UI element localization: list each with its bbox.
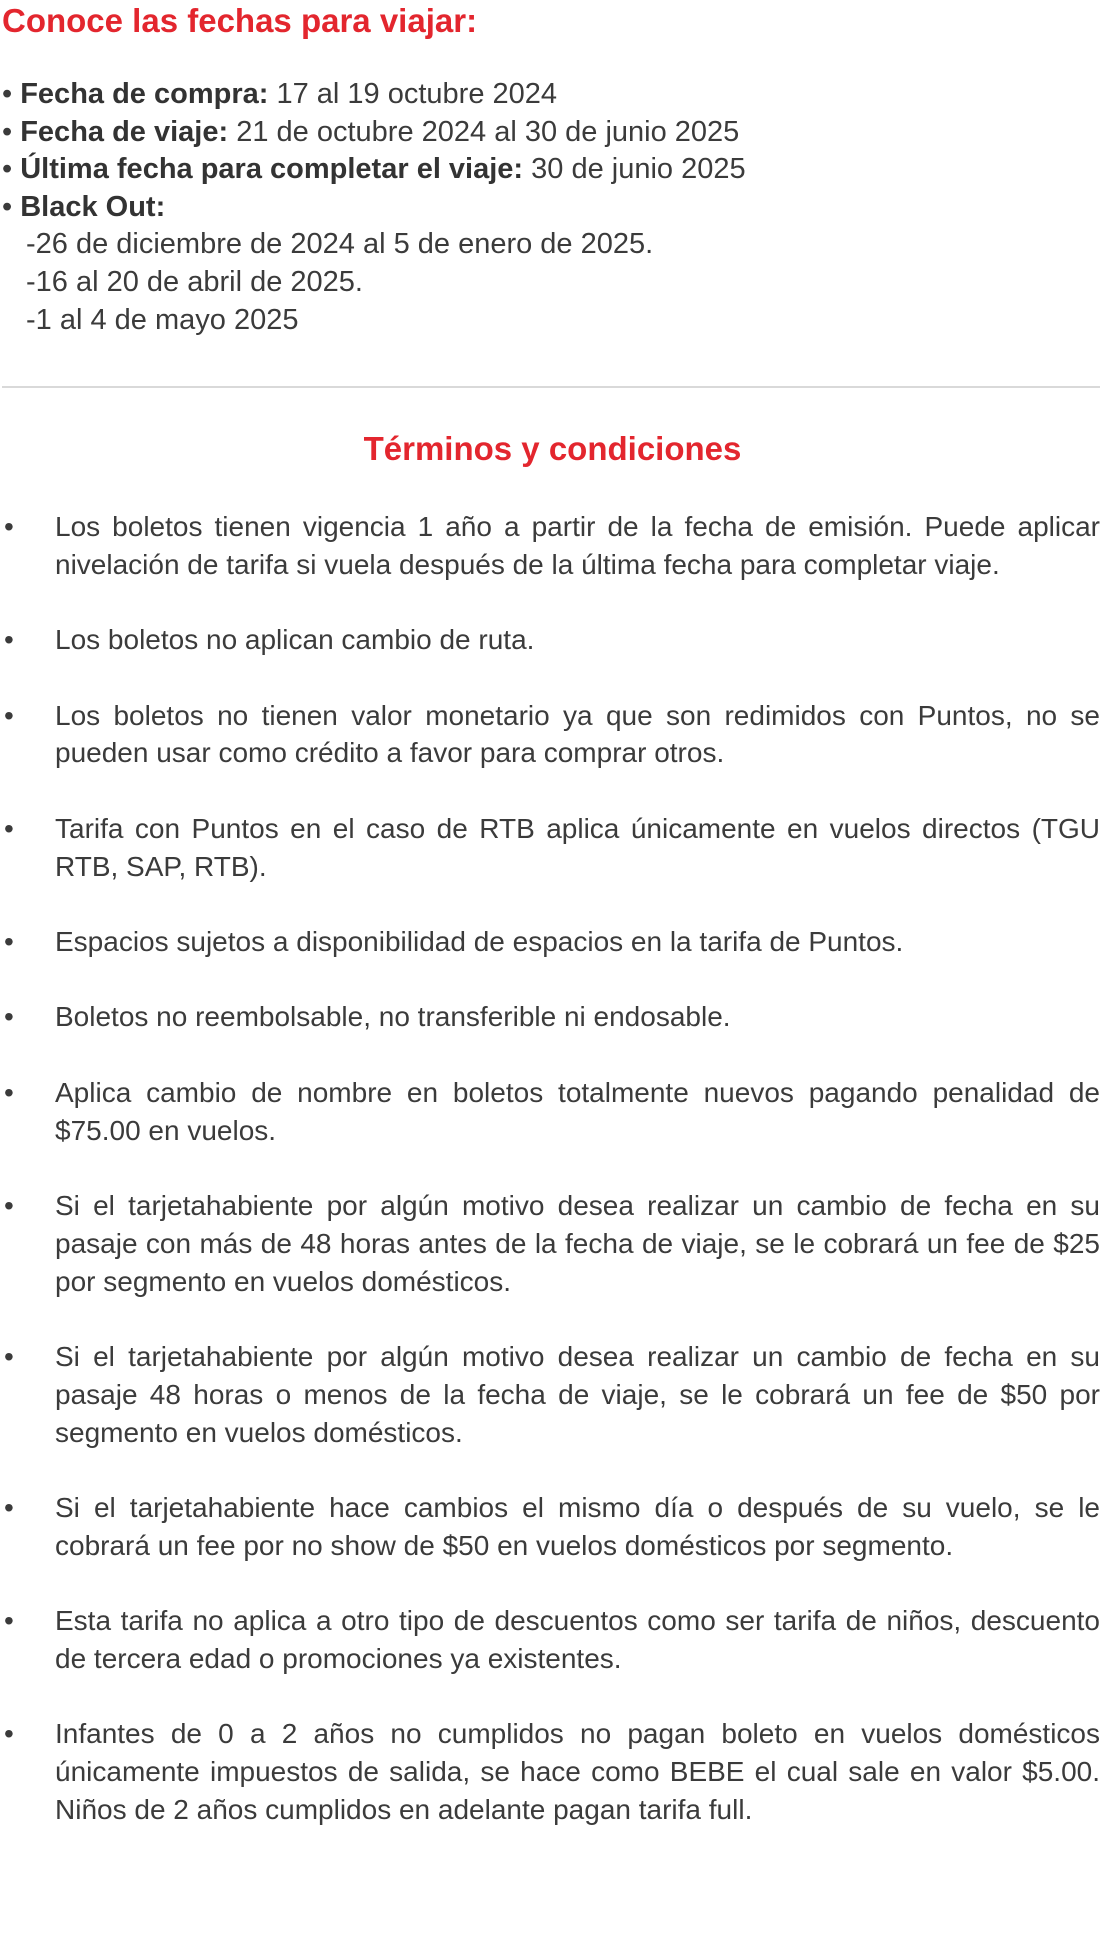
term-text: Esta tarifa no aplica a otro tipo de descuentos como ser tarifa de niños, descuento de tercera edad o promociones ya existentes. — [55, 1605, 1100, 1674]
term-item — [0, 923, 1100, 961]
blackout-label: Black Out: — [20, 190, 166, 223]
term-item — [0, 810, 1100, 886]
purchase-date-label: Fecha de compra: — [20, 78, 269, 110]
bullet-icon: • — [4, 1491, 14, 1523]
term-text: Si el tarjetahabiente hace cambios el mismo día o después de su vuelo, se le cobrará un fee por no show de $50 en vuelos domésticos por segmento. — [55, 1491, 1100, 1561]
term-text: Si el tarjetahabiente por algún motivo desea realizar un cambio de fecha en su pasaje con más de 48 horas antes de la fecha de viaje, se le cobrará un fee de $25 por segmento en vuelos domésticos. — [55, 1189, 1100, 1297]
blackout-period: -16 al 20 de abril de 2025. — [26, 265, 363, 298]
term-item — [0, 1338, 1100, 1451]
bullet-icon: • — [4, 1340, 14, 1372]
travel-date-value: 21 de octubre 2024 al 30 de junio 2025 — [236, 115, 740, 148]
term-text: Aplica cambio de nombre en boletos totalmente nuevos pagando penalidad de $75.00 en vuelos. — [55, 1076, 1100, 1146]
bullet-icon: • — [4, 511, 14, 542]
term-text: Si el tarjetahabiente por algún motivo desea realizar un cambio de fecha en su pasaje 48 horas o menos de la fecha de viaje, se le cobrará un fee de $50 por segmento en vuelos domésticos. — [55, 1340, 1100, 1448]
purchase-date-value: 17 al 19 octubre 2024 — [276, 78, 558, 110]
travel-date-item: • Fecha de viaje: 21 de octubre 2024 al 30 de junio 2025 — [2, 115, 740, 148]
term-text: Los boletos no aplican cambio de ruta. — [55, 624, 535, 656]
term-item — [0, 1187, 1100, 1300]
term-item — [0, 1602, 1100, 1678]
bullet-icon: • — [4, 1189, 14, 1221]
term-item — [0, 697, 1100, 773]
section-divider — [2, 386, 1100, 388]
travel-date-label: Fecha de viaje: — [20, 115, 229, 148]
terms-list — [0, 508, 1100, 1866]
blackout-period: -1 al 4 de mayo 2025 — [26, 303, 299, 336]
bullet-icon: • — [4, 1001, 14, 1033]
term-text: Los boletos tienen vigencia 1 año a partir de la fecha de emisión. Puede aplicar nivelación de tarifa si vuela después de la última fecha para completar viaje. — [55, 511, 1100, 580]
term-item — [0, 1074, 1100, 1150]
last-date-value: 30 de junio 2025 — [531, 153, 746, 186]
blackout-period: -26 de diciembre de 2024 al 5 de enero de 2025. — [26, 228, 654, 261]
bullet-icon: • — [4, 624, 14, 656]
bullet-icon: • — [4, 699, 14, 731]
term-item — [0, 1715, 1100, 1828]
purchase-date-item: • Fecha de compra: 17 al 19 octubre 2024 — [2, 78, 558, 110]
term-text: Los boletos no tienen valor monetario ya que son redimidos con Puntos, no se pueden usar como crédito a favor para comprar otros. — [55, 699, 1100, 769]
bullet-icon: • — [4, 1076, 14, 1108]
blackout-item: • Black Out: — [2, 190, 166, 223]
bullet-icon: • — [4, 812, 14, 844]
bullet-icon: • — [4, 925, 14, 957]
dates-title: Conoce las fechas para viajar: — [2, 2, 478, 39]
dates-list — [2, 76, 746, 339]
term-text: Espacios sujetos a disponibilidad de espacios en la tarifa de Puntos. — [55, 925, 904, 957]
term-item — [0, 508, 1100, 584]
last-date-label: Última fecha para completar el viaje: — [20, 153, 524, 186]
term-text: Boletos no reembolsable, no transferible ni endosable. — [55, 1001, 731, 1033]
bullet-icon: • — [4, 1605, 14, 1637]
term-item — [0, 1489, 1100, 1565]
term-text: Tarifa con Puntos en el caso de RTB aplica únicamente en vuelos directos (TGU RTB, SAP, RTB). — [55, 812, 1100, 882]
bullet-icon: • — [4, 1718, 14, 1750]
term-text: Infantes de 0 a 2 años no cumplidos no pagan boleto en vuelos domésticos únicamente impuestos de salida, se hace como BEBE el cual sale en valor $5.00. Niños de 2 años cumplidos en adelante pagan tarifa full. — [55, 1718, 1100, 1825]
term-item — [0, 621, 1100, 659]
last-date-item: • Última fecha para completar el viaje: 30 de junio 2025 — [2, 153, 746, 186]
term-item — [0, 998, 1100, 1036]
terms-title: Términos y condiciones — [363, 430, 742, 467]
